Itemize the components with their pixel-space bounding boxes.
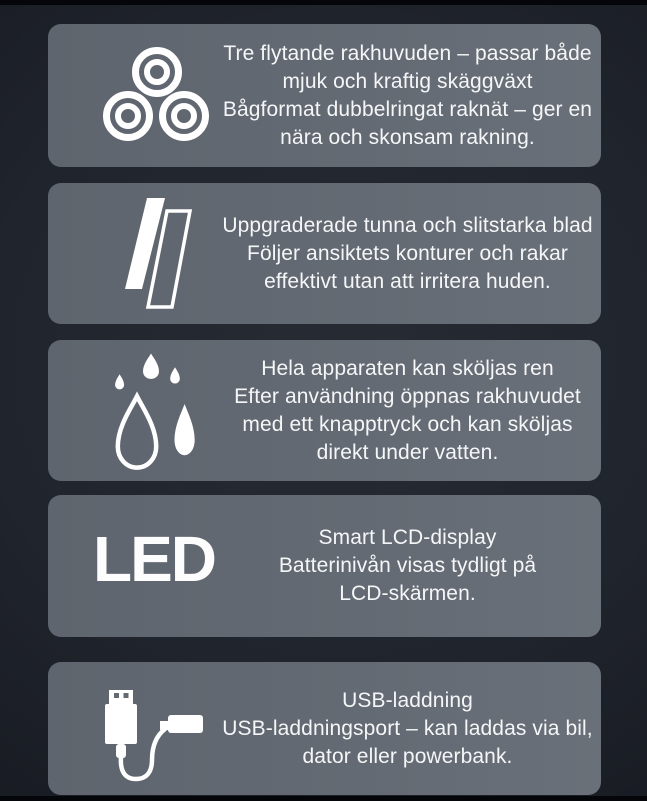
water-drops-icon bbox=[94, 353, 214, 469]
feature-text bbox=[214, 687, 601, 771]
feature-line: Följer ansiktets konturer och rakar bbox=[247, 241, 568, 265]
feature-line: Hela apparaten kan sköljas ren bbox=[261, 356, 554, 380]
feature-line: Bågformat dubbelringat raknät – ger en bbox=[222, 97, 593, 121]
feature-card-shaver-heads bbox=[48, 24, 601, 167]
feature-line: USB-laddningsport – kan laddas via bil, bbox=[222, 716, 593, 740]
usb-cable-icon bbox=[94, 676, 214, 782]
feature-line: Smart LCD-display bbox=[318, 526, 497, 549]
razor-blades-icon bbox=[94, 198, 214, 309]
led-label: LED bbox=[93, 523, 215, 595]
feature-text bbox=[214, 524, 601, 608]
feature-line: Batterinivån visas tydligt på bbox=[278, 554, 537, 577]
led-text-icon bbox=[93, 523, 215, 598]
feature-text bbox=[214, 40, 601, 152]
feature-line: effektivt utan att irritera huden. bbox=[264, 269, 551, 293]
feature-line: direkt under vatten. bbox=[316, 440, 499, 464]
feature-card-usb-charging bbox=[48, 662, 601, 795]
feature-card-washable bbox=[48, 340, 601, 481]
feature-text bbox=[214, 355, 601, 467]
feature-card-led-display bbox=[48, 495, 601, 637]
feature-line: USB-laddning bbox=[342, 688, 473, 712]
feature-line: med ett knapptryck och kan sköljas bbox=[242, 412, 573, 436]
feature-line: Efter användning öppnas rakhuvudet bbox=[234, 384, 581, 408]
feature-line: Uppgraderade tunna och slitstarka blad bbox=[222, 213, 593, 237]
feature-card-blades bbox=[48, 183, 601, 324]
feature-line: mjuk och kraftig skäggväxt bbox=[282, 69, 533, 93]
feature-line: Tre flytande rakhuvuden – passar både bbox=[223, 41, 592, 65]
feature-line: dator eller powerbank. bbox=[302, 744, 513, 768]
feature-line: nära och skonsam rakning. bbox=[280, 125, 535, 149]
shaver-heads-icon bbox=[94, 46, 214, 146]
feature-text bbox=[214, 212, 601, 296]
feature-line: LCD-skärmen. bbox=[339, 582, 476, 605]
